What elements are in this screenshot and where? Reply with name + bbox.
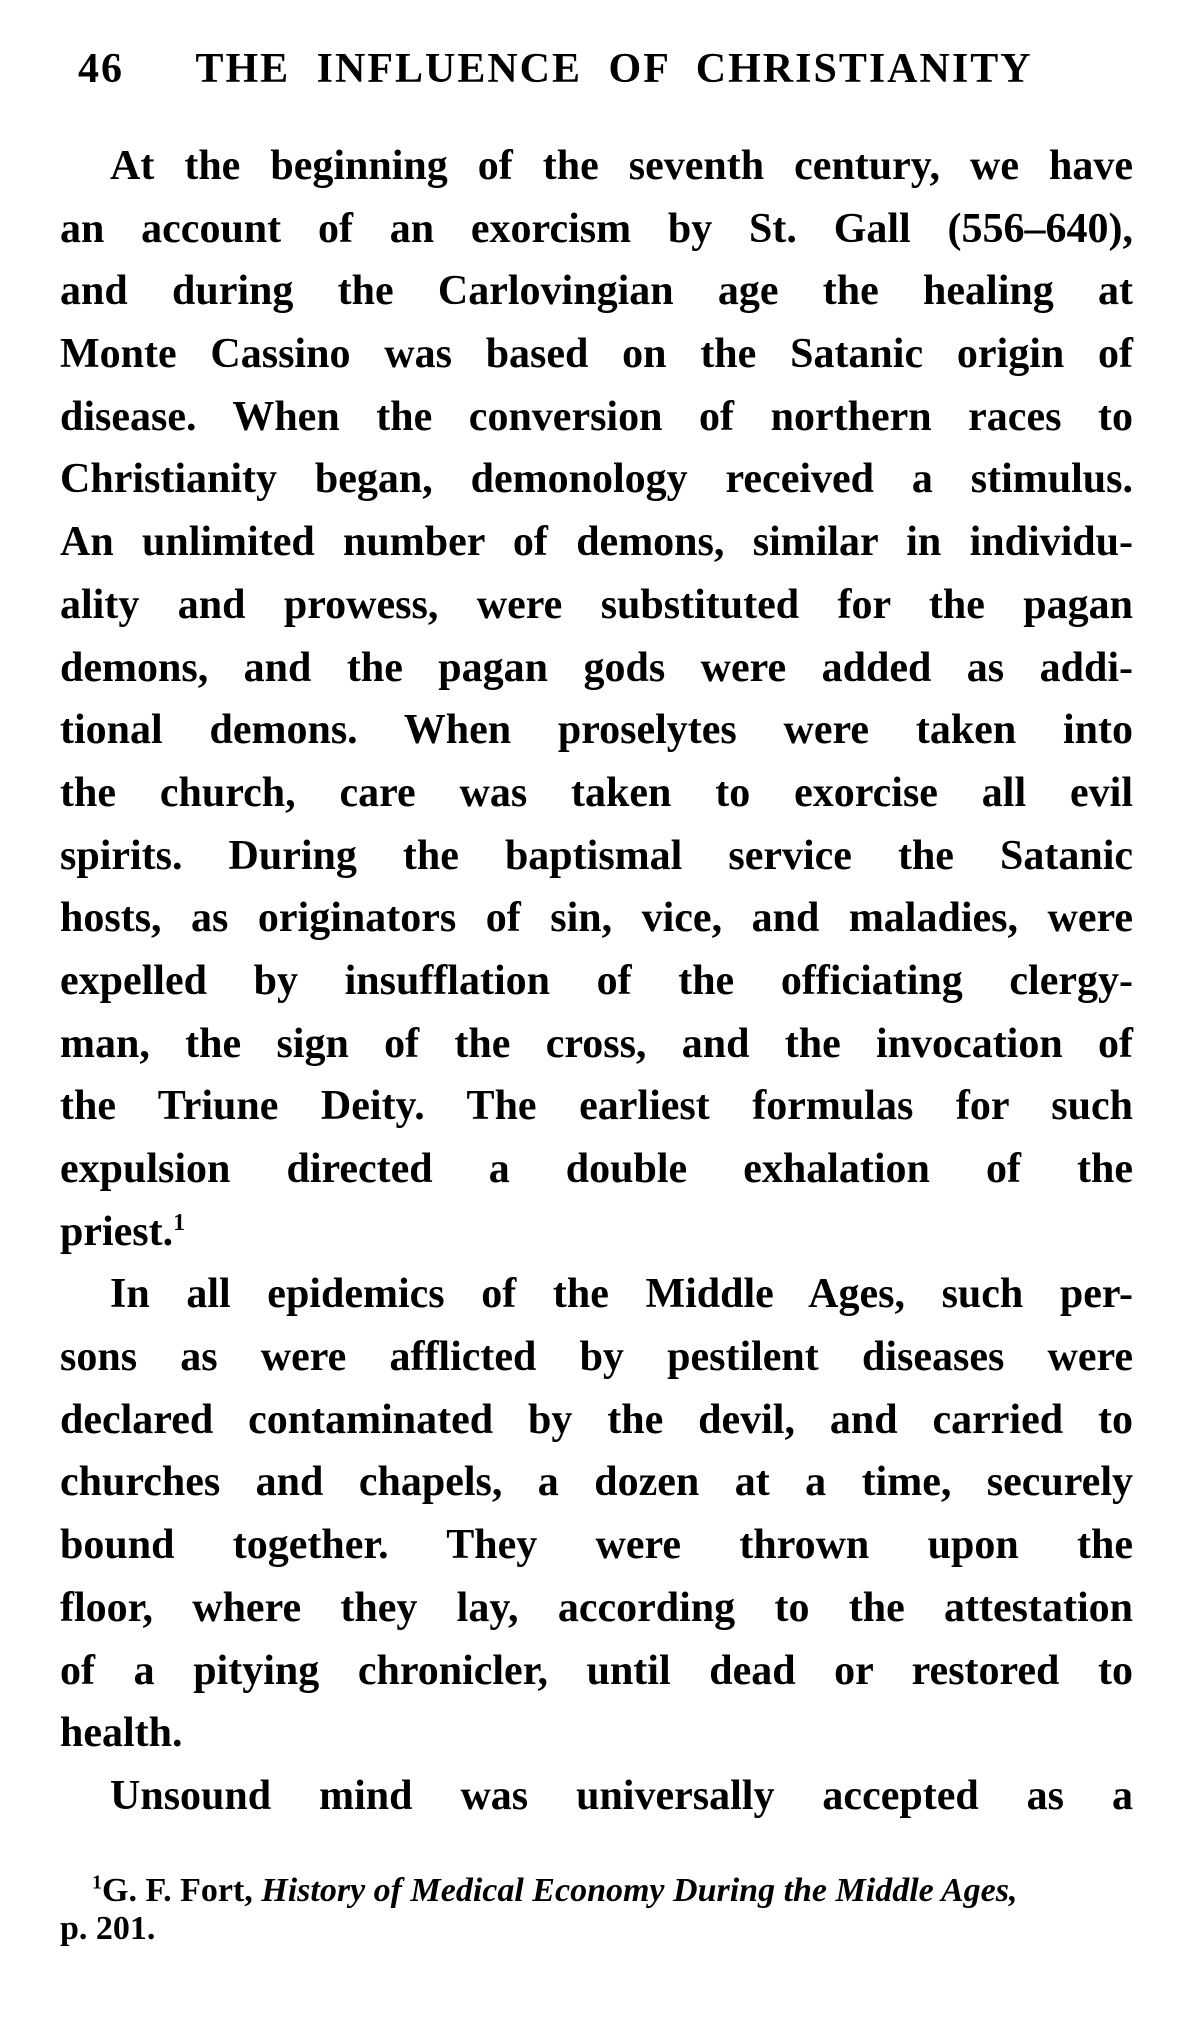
running-header: [0, 44, 1194, 94]
body-line: of a pitying chronicler, until dead or restored to: [60, 1647, 1133, 1694]
body-line: man, the sign of the cross, and the invocation of: [60, 1020, 1133, 1067]
body-line: and during the Carlovingian age the healing at: [60, 268, 1133, 315]
body-line-text: priest.: [60, 1208, 174, 1255]
body-line: health.: [60, 1710, 183, 1757]
body-line: Unsound mind was universally accepted as a: [110, 1772, 1133, 1819]
footnote-marker: 1: [92, 1871, 102, 1894]
body-line: disease. When the conversion of northern races to: [60, 393, 1133, 440]
body-line: sons as were afflicted by pestilent diseases were: [60, 1334, 1133, 1381]
footnote: [60, 1872, 1133, 1948]
body-line: [60, 1201, 1133, 1264]
footnote-line: [60, 1872, 1133, 1910]
body-line: expelled by insufflation of the officiating clergy-: [60, 957, 1133, 1004]
footnote-author: G. F. Fort,: [102, 1872, 262, 1909]
body-line: At the beginning of the seventh century, we have: [110, 143, 1133, 189]
body-line: Christianity began, demonology received a stimulus.: [60, 456, 1133, 503]
body-line: churches and chapels, a dozen at a time, securely: [60, 1459, 1133, 1506]
body-line: tional demons. When proselytes were taken into: [60, 707, 1133, 754]
body-line: spirits. During the baptismal service the Satanic: [60, 832, 1133, 879]
body-line: ality and prowess, were substituted for the pagan: [60, 581, 1133, 628]
body-line: the church, care was taken to exorcise all evil: [60, 769, 1133, 816]
footnote-reference-marker: 1: [173, 1209, 186, 1236]
body-line: hosts, as originators of sin, vice, and maladies, were: [60, 895, 1133, 942]
body-line: demons, and the pagan gods were added as addi-: [60, 644, 1133, 691]
body-line: In all epidemics of the Middle Ages, such per-: [110, 1271, 1133, 1318]
footnote-work-title: History of Medical Economy During the Middle Ages,: [261, 1872, 1018, 1909]
running-title: THE INFLUENCE OF CHRISTIANITY: [195, 46, 1033, 92]
body-line: An unlimited number of demons, similar in individu-: [60, 519, 1133, 566]
body-line: the Triune Deity. The earliest formulas for such: [60, 1083, 1133, 1130]
footnote-page-ref: p. 201.: [60, 1910, 156, 1947]
body-text: [60, 135, 1133, 1828]
body-line: floor, where they lay, according to the attestation: [60, 1584, 1133, 1631]
body-line: Monte Cassino was based on the Satanic origin of: [60, 331, 1133, 378]
body-line: bound together. They were thrown upon the: [60, 1522, 1133, 1569]
page-number: 46: [78, 46, 124, 92]
body-line: declared contaminated by the devil, and carried to: [60, 1396, 1133, 1443]
body-line: an account of an exorcism by St. Gall (556–640),: [60, 205, 1133, 252]
footnote-line: [60, 1910, 1133, 1948]
body-line: expulsion directed a double exhalation of the: [60, 1146, 1133, 1192]
